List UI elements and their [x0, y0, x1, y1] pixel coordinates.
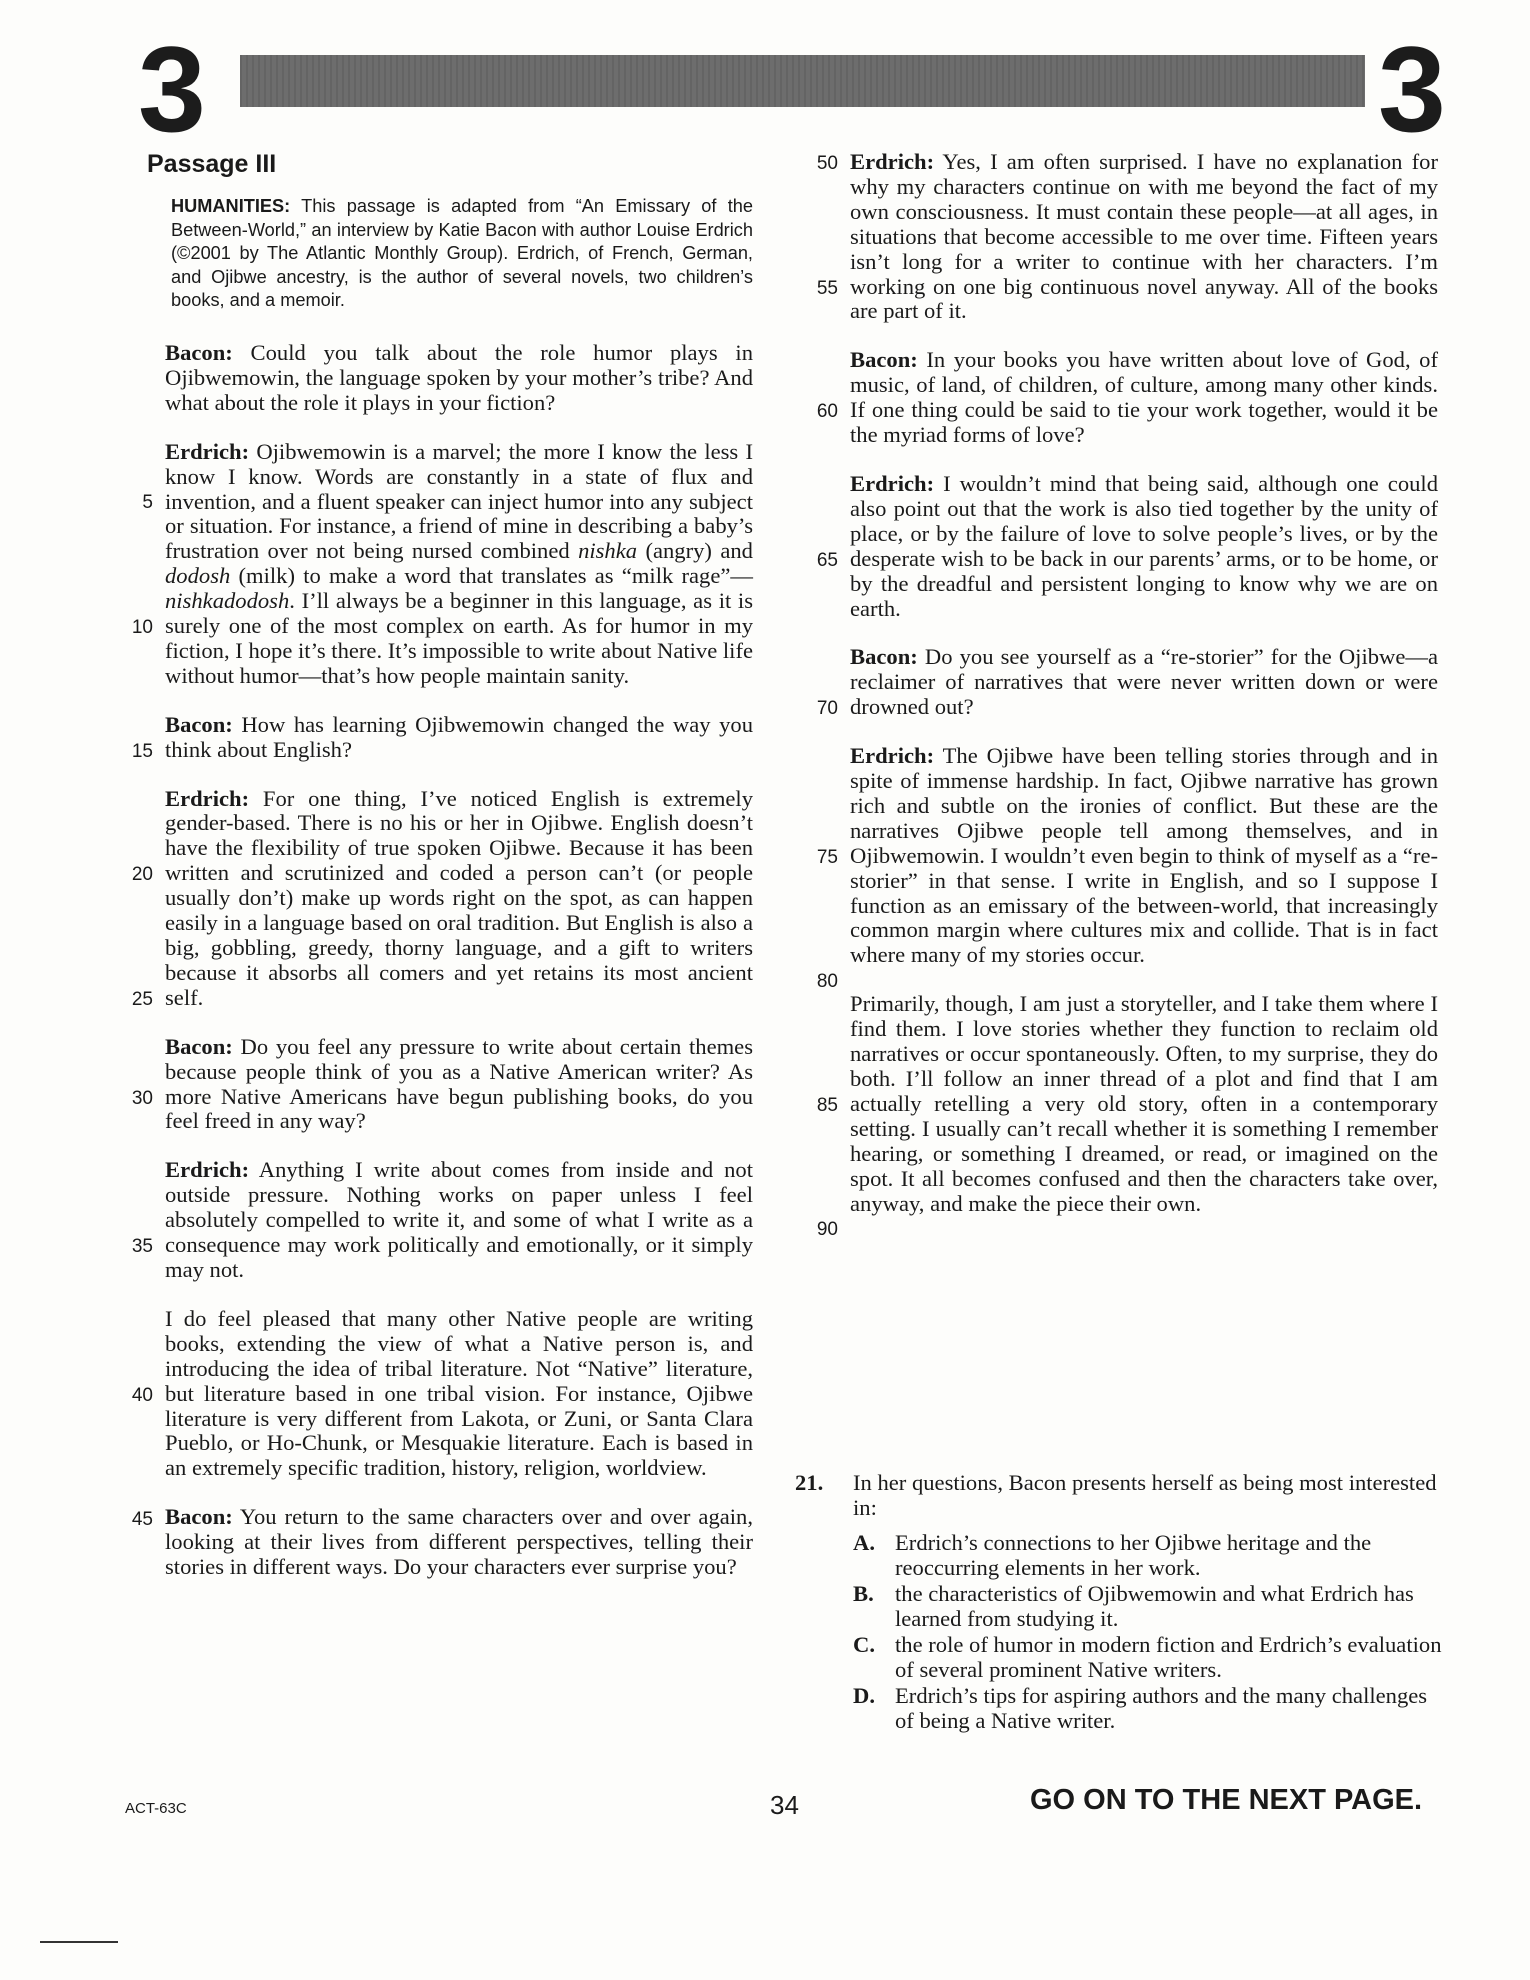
line-number: 50	[816, 153, 838, 174]
paragraph-text: Yes, I am often surprised. I have no explanation for why my characters continue on with me beyond the fact of my own consciousness. It must contain these people—at all ages, in situations that become accessible to me over time. Fifteen years isn’t long for a writer to continue with her characters. I’m working on one big continuous novel anyway. All of the books are part of it.	[850, 149, 1438, 324]
passage-paragraph	[165, 713, 753, 763]
paragraph-text: You return to the same characters over and over again, looking at their lives from different perspectives, telling their stories in different ways. Do your characters ever surprise you?	[165, 1504, 753, 1580]
right-column	[816, 149, 1438, 1241]
paragraph-text: Primarily, though, I am just a storyteller, and I take them where I find them. I love stories whether they function to reclaim old narratives or occur spontaneously. Often, to my surprise, they do both. I’ll follow an inner thread of a plot and find that I am actually retelling a very old story, often in a contemporary setting. I usually can’t recall whether it is something I remember hearing, or something I dreamed, or read, or imagined on the spot. It all becomes confused and then the characters take over, anyway, and make the piece their own.	[850, 991, 1438, 1216]
line-number: 45	[131, 1509, 153, 1531]
speaker-label: Bacon:	[165, 1504, 233, 1530]
passage-paragraph	[816, 991, 1438, 1241]
intro-text: This passage is adapted from “An Emissary of the Between-World,” an interview by Katie Bacon with author Louise Erdrich (©2001 by The Atlantic Monthly Group). Erdrich, of French, German, and Ojibwe ancestry, is the author of several novels, two children’s books, and a memoir.	[171, 196, 753, 311]
line-number: 90	[816, 1219, 838, 1241]
answer-option-c[interactable]	[795, 1632, 1443, 1682]
passage-intro	[171, 195, 753, 313]
passage-paragraph	[816, 470, 1438, 621]
paragraph-text: The Ojibwe have been telling stories through and in spite of immense hardship. In fact, Ojibwe narrative has grown rich and subtle on the ironies of conflict. But these are the narratives Ojibwe people tell among themselves, and in Ojibwemowin. I wouldn’t even begin to think of myself as a “re-storier” in that sense. I write in English, and so I suppose I function as an emissary of the between-world, that increasingly common margin where cultures mix and collide. That is in fact where many of my stories occur.	[850, 743, 1438, 968]
paragraph-text: Do you feel any pressure to write about certain themes because people think of you as a Native American writer? As more Native Americans have begun publishing books, do you feel freed in any way?	[165, 1033, 753, 1134]
paragraph-text: Could you talk about the role humor plays in Ojibwemowin, the language spoken by your mother’s tribe? And what about the role it plays in your fiction?	[165, 339, 753, 415]
line-number: 55	[816, 277, 838, 299]
answer-option-d[interactable]	[795, 1683, 1443, 1733]
scan-mark	[40, 1941, 118, 1943]
answer-option-b[interactable]	[795, 1581, 1443, 1631]
paragraph-text: How has learning Ojibwemowin changed the way you think about English?	[165, 711, 753, 762]
next-page-notice: GO ON TO THE NEXT PAGE.	[1030, 1784, 1423, 1816]
speaker-label: Erdrich:	[165, 785, 250, 811]
passage-title: Passage III	[147, 150, 277, 178]
option-letter: D.	[853, 1683, 875, 1708]
question-block	[795, 1470, 1443, 1734]
speaker-label: Bacon:	[165, 711, 233, 737]
line-number: 20	[131, 864, 153, 886]
passage-paragraph	[131, 1157, 753, 1283]
paragraph-text: Ojibwemowin is a marvel; the more I know the less I know I know. Words are constantly in a state of flux and invention, and a fluent speaker can inject humor into any subject or situation. For instance, a friend of mine in describing a baby’s frustration over not being nursed combined nishka (angry) and dodosh (milk) to make a word that translates as “milk rage”—nishkadodosh. I’ll always be a beginner in this language, as it is surely one of the most complex on earth. As for humor in my fiction, I hope it’s there. It’s impossible to write about Native life without humor—that’s how people maintain sanity.	[165, 438, 753, 688]
section-number-left: 3	[138, 21, 206, 157]
passage-paragraph	[165, 1505, 753, 1580]
line-number: 30	[131, 1087, 153, 1109]
answer-option-a[interactable]	[795, 1530, 1443, 1580]
line-number: 60	[816, 401, 838, 423]
left-column	[131, 150, 753, 1604]
intro-label: HUMANITIES:	[171, 196, 291, 216]
option-text: Erdrich’s connections to her Ojibwe heritage and the reoccurring elements in her work.	[895, 1530, 1372, 1580]
paragraph-text: I wouldn’t mind that being said, although one could also point out that the work is also tied together by the unity of place, or by the failure of love to solve people’s lives, or by the desperate wish to be back in our parents’ arms, or to be home, or by the dreadful and persistent longing to know why we are on earth.	[850, 470, 1438, 621]
right-paragraphs	[816, 149, 1438, 1241]
speaker-label: Erdrich:	[850, 149, 935, 174]
option-text: the role of humor in modern fiction and Erdrich’s evaluation of several prominent Native writers.	[895, 1632, 1442, 1682]
speaker-label: Erdrich:	[165, 1157, 250, 1183]
paragraph-text: For one thing, I’ve noticed English is extremely gender-based. There is no his or her in Ojibwe. English doesn’t have the flexibility of true spoken Ojibwe. Because it has been written and scrutinized and coded a person can’t (or people usually don’t) make up words right on the spot, as can happen easily in a language based on oral tradition. But English is also a big, gobbling, greedy, thorny language, and a gift to writers because it absorbs all comers and yet retains its most ancient self.	[165, 785, 753, 1010]
paragraph-text: In your books you have written about love of God, of music, of land, of children, of culture, among many other kinds. If one thing could be said to tie your work together, would it be the myriad forms of love?	[850, 347, 1438, 448]
option-letter: C.	[853, 1632, 875, 1657]
left-paragraphs	[131, 339, 753, 1580]
option-letter: A.	[853, 1530, 875, 1555]
speaker-label: Bacon:	[165, 1033, 233, 1059]
passage-paragraph	[816, 644, 1438, 720]
option-text: Erdrich’s tips for aspiring authors and the many challenges of being a Native writer.	[895, 1683, 1428, 1733]
line-number: 25	[131, 988, 153, 1010]
speaker-label: Erdrich:	[850, 743, 935, 769]
passage-paragraph	[816, 347, 1438, 448]
passage-paragraph	[165, 341, 753, 416]
passage-paragraph	[816, 743, 1438, 993]
question-stem	[795, 1470, 1443, 1520]
option-text: the characteristics of Ojibwemowin and what Erdrich has learned from studying it.	[895, 1581, 1414, 1631]
paragraph-text: Do you see yourself as a “re-storier” for the Ojibwe—a reclaimer of narratives that were never written down or were drowned out?	[850, 644, 1438, 720]
line-number: 40	[131, 1384, 153, 1406]
option-letter: B.	[853, 1581, 874, 1606]
line-number: 75	[816, 846, 838, 868]
paragraph-text: I do feel pleased that many other Native people are writing books, extending the view of what a Native person is, and introducing the idea of tribal literature. Not “Native” literature, but literature based in one tribal vision. For instance, Ojibwe literature is very different from Lakota, or Zuni, or Santa Clara Pueblo, or Ho-Chunk, or Mesquakie literature. Each is based in an extremely specific tradition, history, religion, worldview.	[165, 1305, 753, 1481]
line-number: 70	[816, 698, 838, 720]
question-number: 21.	[795, 1470, 824, 1495]
speaker-label: Bacon:	[850, 644, 918, 670]
passage-paragraph	[131, 785, 753, 1011]
line-number: 65	[816, 549, 838, 571]
line-number: 10	[131, 616, 153, 638]
page-number: 34	[770, 1790, 799, 1820]
section-header-bar	[240, 55, 1365, 107]
speaker-label: Erdrich:	[165, 438, 250, 464]
speaker-label: Erdrich:	[850, 470, 935, 496]
line-number: 15	[131, 741, 153, 763]
question-text: In her questions, Bacon presents herself as being most interested in:	[853, 1470, 1437, 1520]
line-number: 80	[816, 971, 838, 993]
line-number: 5	[142, 492, 153, 514]
speaker-label: Bacon:	[850, 347, 918, 373]
speaker-label: Bacon:	[165, 339, 233, 365]
line-number: 35	[131, 1236, 153, 1258]
section-number-right: 3	[1378, 21, 1446, 157]
paragraph-text: Anything I write about comes from inside and not outside pressure. Nothing works on paper unless I feel absolutely compelled to write it, and some of what I write as a consequence may work politically and emotionally, or it simply may not.	[165, 1157, 753, 1282]
passage-paragraph	[131, 1033, 753, 1135]
form-code: ACT-63C	[125, 1800, 187, 1817]
passage-paragraph	[816, 149, 1438, 324]
line-number: 85	[816, 1094, 838, 1116]
